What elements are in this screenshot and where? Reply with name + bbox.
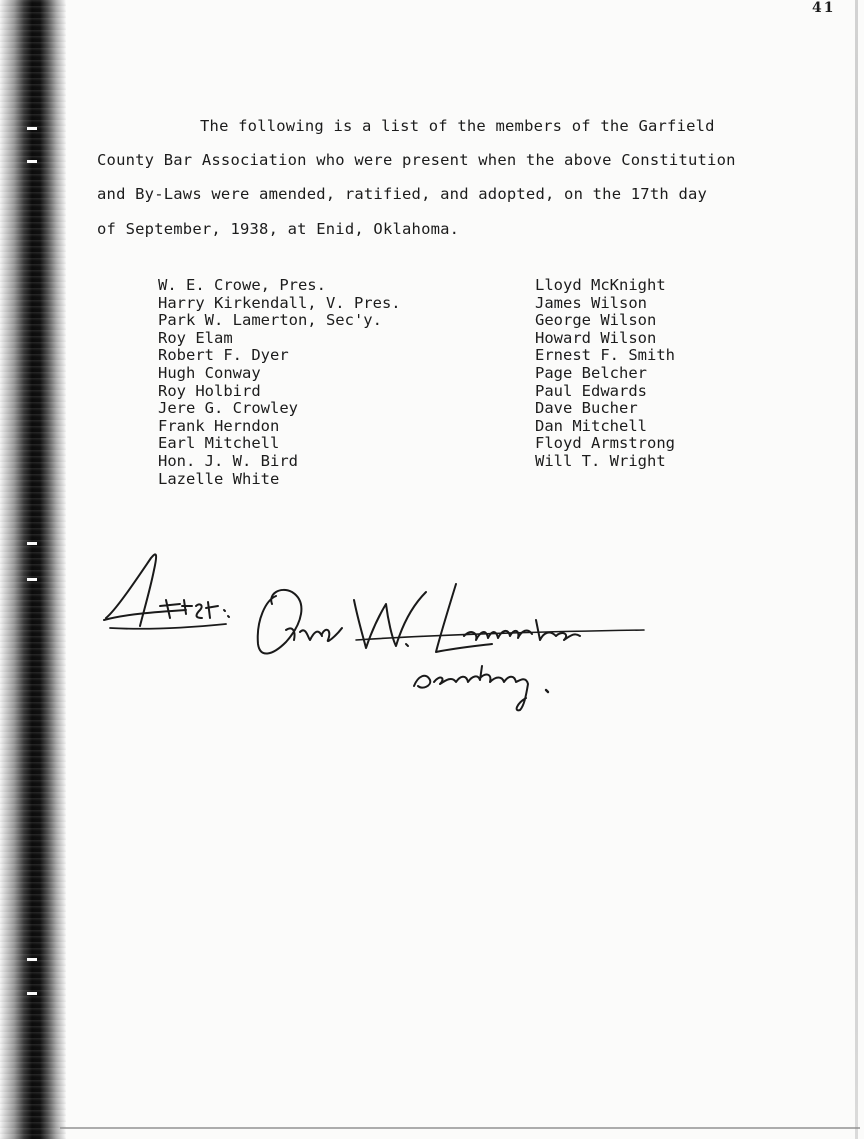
intro-line: County Bar Association who were present when the above Constitution — [97, 151, 736, 169]
scanned-binding-edge — [0, 0, 66, 1139]
member-name: Dan Mitchell — [535, 416, 647, 435]
member-name: Hon. J. W. Bird — [158, 451, 298, 470]
page-number: 41 — [812, 0, 836, 16]
intro-line: The following is a list of the members of the Garfield — [200, 117, 715, 135]
intro-line: of September, 1938, at Enid, Oklahoma. — [97, 220, 460, 238]
member-name: Earl Mitchell — [158, 434, 280, 453]
member-name: Robert F. Dyer — [158, 346, 289, 365]
member-name: Page Belcher — [535, 363, 647, 382]
member-name: Frank Herndon — [158, 416, 280, 435]
member-name: Lazelle White — [158, 469, 280, 488]
member-name: Lloyd McKnight — [535, 276, 666, 294]
scanned-right-edge — [855, 0, 858, 1139]
binding-mark — [27, 127, 37, 130]
binding-mark — [27, 578, 37, 581]
member-name: Jere G. Crowley — [158, 399, 298, 418]
member-name: Ernest F. Smith — [535, 346, 675, 365]
scanned-bottom-edge — [60, 1127, 860, 1129]
member-name: Roy Elam — [158, 328, 233, 347]
member-name: Paul Edwards — [535, 381, 647, 400]
name-handwriting — [258, 590, 342, 654]
intro-line: and By-Laws were amended, ratified, and adopted, on the 17th day — [97, 185, 708, 203]
title-handwriting — [414, 666, 528, 710]
binding-mark — [27, 160, 37, 163]
binding-mark — [27, 958, 37, 961]
members-list-left — [158, 277, 401, 488]
handwritten-signature — [96, 540, 656, 720]
member-name: W. E. Crowe, Pres. — [158, 276, 326, 294]
member-name: Park W. Lamerton, Sec'y. — [158, 311, 382, 330]
binding-mark — [27, 542, 37, 545]
member-name: Harry Kirkendall, V. Pres. — [158, 293, 401, 312]
member-name: James Wilson — [535, 293, 647, 312]
binding-mark — [27, 992, 37, 995]
member-name: Hugh Conway — [158, 363, 261, 382]
member-name: Will T. Wright — [535, 451, 666, 470]
member-name: George Wilson — [535, 311, 657, 330]
member-name: Floyd Armstrong — [535, 434, 675, 453]
member-name: Roy Holbird — [158, 381, 261, 400]
member-name: Dave Bucher — [535, 399, 638, 418]
member-name: Howard Wilson — [535, 328, 657, 347]
members-list-right — [535, 277, 675, 471]
